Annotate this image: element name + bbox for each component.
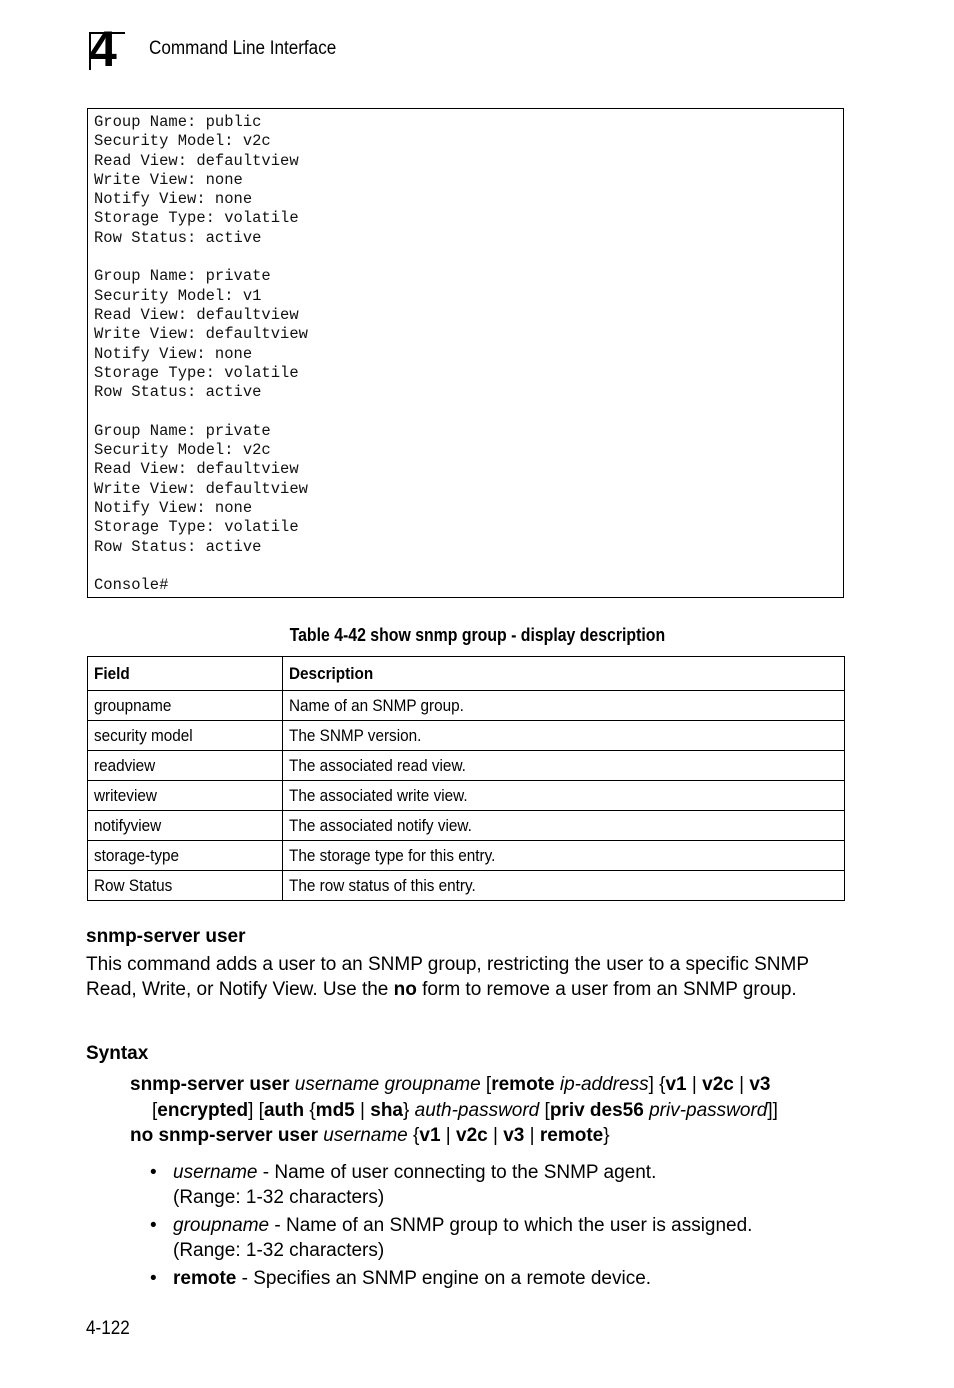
list-item: • remote - Specifies an SNMP engine on a remote device. [150,1268,652,1289]
table-row [88,721,845,751]
table-cell-description: The associated read view. [283,751,845,781]
table-caption-text: Table 4-42 show snmp group - display description [289,625,665,645]
parameter-list [150,1160,840,1294]
bullet-icon: • [150,1162,157,1183]
table-cell-field: groupname [88,691,283,721]
console-line: Row Status: active [94,383,262,402]
table-cell-description: The row status of this entry. [283,871,845,901]
table-cell-field: Row Status [88,871,283,901]
section-title: snmp-server user [86,926,246,947]
table-row [88,691,845,721]
syntax-line-remove: no snmp-server user username {v1 | v2c | v3 | remote} [130,1125,610,1146]
chapter-number: 4 [89,21,117,77]
console-line: Notify View: none [94,498,253,517]
table-cell-description: The SNMP version. [283,721,845,751]
console-line: Security Model: v1 [94,286,262,305]
console-line: Group Name: public [94,113,262,131]
table-header-description: Description [283,657,845,691]
console-line: Row Status: active [94,228,262,247]
console-line: Write View: none [94,170,243,189]
table-cell-description: Name of an SNMP group. [283,691,845,721]
console-line: Console# [94,576,169,595]
syntax-line-add: snmp-server user username groupname [remote ip-address] {v1 | v2c | v3 [130,1074,771,1095]
table-cell-description: The associated write view. [283,781,845,811]
table-cell-field: writeview [88,781,283,811]
bullet-icon: • [150,1268,157,1289]
syntax-block [130,1072,850,1149]
field-description-table [87,656,845,901]
console-line: Security Model: v2c [94,441,271,460]
console-line: Row Status: active [94,537,262,556]
console-line: Notify View: none [94,190,253,209]
syntax-line-add-cont: [encrypted] [auth {md5 | sha} auth-password [priv des56 priv-password]] [152,1099,778,1121]
list-item: • username - Name of user connecting to the SNMP agent. (Range: 1-32 characters) [150,1162,657,1208]
section-description: This command adds a user to an SNMP group, restricting the user to a specific SNMP Read, Write, or Notify View. Use the no form to remove a user from an SNMP group. [86,954,809,1000]
table-header-field: Field [88,657,283,691]
table-cell-field: notifyview [88,811,283,841]
console-line: Read View: defaultview [94,460,299,479]
console-line: Storage Type: volatile [94,363,299,382]
console-line: Security Model: v2c [94,132,271,151]
table-row [88,811,845,841]
console-line: Storage Type: volatile [94,209,299,228]
console-line: Read View: defaultview [94,305,299,324]
running-header-title: Command Line Interface [149,38,337,59]
syntax-heading: Syntax [86,1043,149,1064]
table-header-row [88,657,845,691]
console-line [94,248,843,267]
chapter-number-badge [89,21,129,77]
console-line [94,402,843,421]
console-line: Write View: defaultview [94,479,308,498]
table-caption [0,625,954,646]
table-cell-description: The associated notify view. [283,811,845,841]
page-number: 4-122 [86,1318,130,1339]
table-row [88,871,845,901]
list-item: • groupname - Name of an SNMP group to which the user is assigned. (Range: 1-32 characters) [150,1215,753,1261]
table-cell-field: readview [88,751,283,781]
console-line: Notify View: none [94,344,253,363]
table-row [88,781,845,811]
console-line: Group Name: private [94,421,271,440]
console-line: Write View: defaultview [94,325,308,344]
table-cell-field: security model [88,721,283,751]
console-line [94,557,843,576]
console-line: Group Name: private [94,267,271,286]
table-row [88,751,845,781]
table-cell-description: The storage type for this entry. [283,841,845,871]
table-cell-field: storage-type [88,841,283,871]
console-line: Read View: defaultview [94,151,299,170]
table-row [88,841,845,871]
console-line: Storage Type: volatile [94,518,299,537]
console-output-box [87,108,844,598]
bullet-icon: • [150,1215,157,1236]
